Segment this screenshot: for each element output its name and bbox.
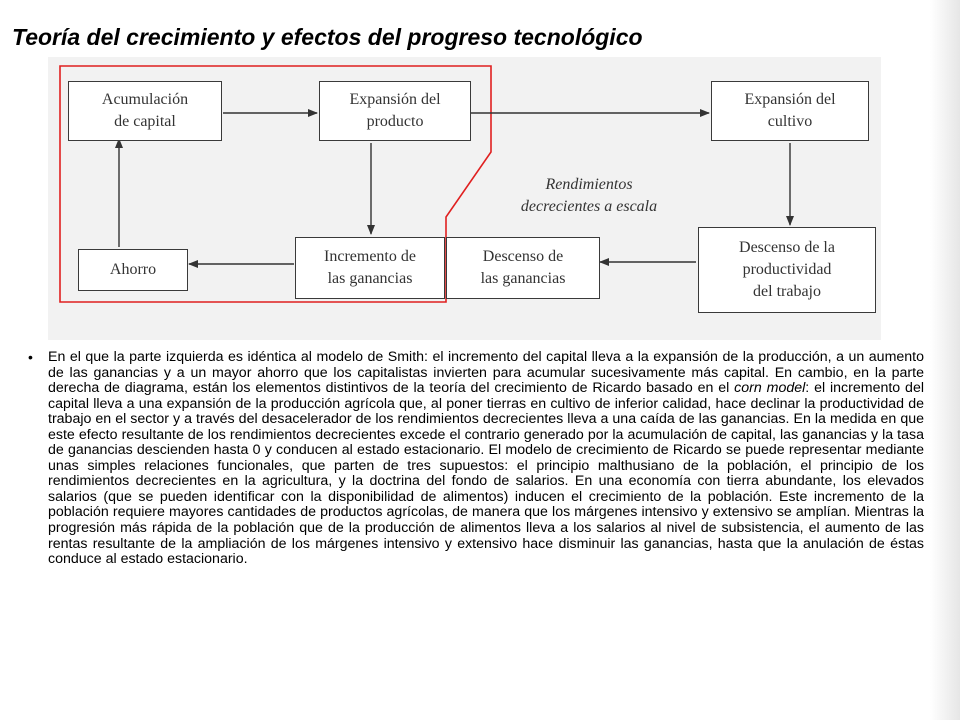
box-expansion-cultivo: Expansión del cultivo xyxy=(711,81,869,141)
flow-diagram xyxy=(48,57,881,340)
box-ahorro: Ahorro xyxy=(78,249,188,291)
body-text-part2: : el incremento del capital lleva a una expansión de la producción agrícola que, al poner tierras en cultivo de inferior calidad, hace declinar la productividad de trabajo en el sector y a través del desacelerador de los rendimientos decrecientes lleva a una caída de las ganancias. En la medida en que este efecto resultante de los rendimientos decrecientes excede el contrario generado por la acumulación de capital, las ganancias y la tasa de ganancias descienden hasta 0 y conducen al estado estacionario. El modelo de crecimiento de Ricardo se puede representar mediante unas simples relaciones funcionales, que parten de tres supuestos: el principio malthusiano de la población, el principio de los rendimientos decrecientes en la agricultura, y la doctrina del fondo de salarios. En una economía con tierra abundante, los elevados salarios (que se pueden identificar con la disponibilidad de alimentos) inducen el crecimiento de la población. Este incremento de la población requiere mayores cantidades de productos agrícolas, de manera que los márgenes intensivo y extensivo se amplían. Mientras la progresión más rápida de la población que de la producción de alimentos lleva a los salarios al nivel de subsistencia, el aumento de las rentas resultante de la ampliación de los márgenes intensivo y extensivo hace disminuir las ganancias, hasta que la anulación de éstas conduce al estado estacionario. xyxy=(48,380,924,568)
box-acumulacion-capital: Acumulación de capital xyxy=(68,81,222,141)
slide-title: Teoría del crecimiento y efectos del progreso tecnológico xyxy=(12,24,643,50)
side-shadow xyxy=(930,0,960,720)
box-descenso-productividad: Descenso de la productividad del trabajo xyxy=(698,227,876,313)
bullet-marker: • xyxy=(28,349,33,365)
corn-model-term: corn model xyxy=(734,380,806,397)
body-text-part1: En el que la parte izquierda es idéntica al modelo de Smith: el incremento del capital lleva a la expansión de la producción, a un aumento de las ganancias y a un mayor ahorro que los capitalistas invierten para acumular sucesivamente más capital. En cambio, en la parte derecha de diagrama, están los elementos distintivos de la teoría del crecimiento de Ricardo basado en el xyxy=(48,349,924,397)
body-paragraph xyxy=(48,350,924,568)
rendimientos-label: Rendimientos decrecientes a escala xyxy=(520,176,658,215)
box-incremento-ganancias: Incremento de las ganancias xyxy=(295,237,445,299)
box-expansion-producto: Expansión del producto xyxy=(319,81,471,141)
box-descenso-ganancias: Descenso de las ganancias xyxy=(446,237,600,299)
